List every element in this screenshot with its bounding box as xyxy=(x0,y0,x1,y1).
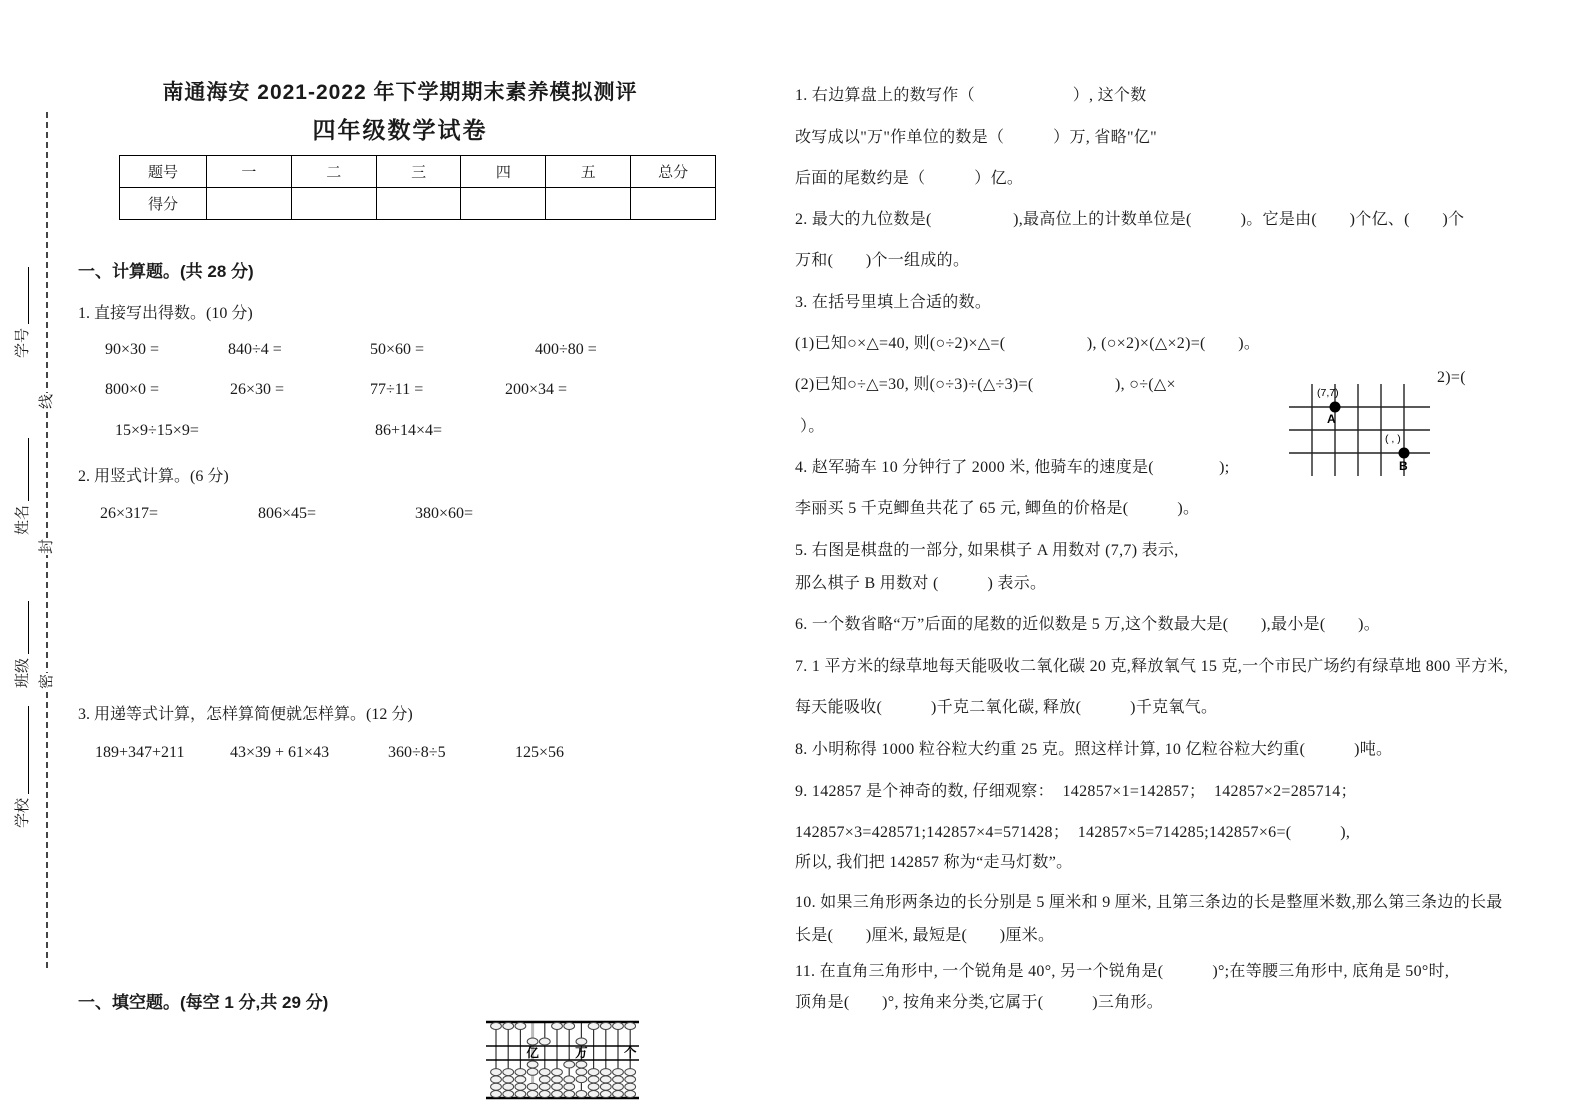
score-row-label: 得分 xyxy=(120,188,207,220)
score-table xyxy=(119,155,716,220)
calc-item: 800×0 = xyxy=(105,381,160,398)
score-header-cell: 二 xyxy=(291,156,376,188)
calc-item: 43×39 + 61×43 xyxy=(230,744,330,761)
school-field xyxy=(12,706,32,828)
calc-item: 26×30 = xyxy=(230,381,285,398)
student-id-label: 学号 xyxy=(15,327,31,358)
fill-blank-line: 6. 一个数省略“万”后面的尾数的近似数是 5 万,这个数最大是( ),最小是( )。 xyxy=(795,616,1381,633)
fill-blank-line: ）。 xyxy=(800,418,825,435)
calc-item: 200×34 = xyxy=(505,381,568,398)
score-header-cell: 三 xyxy=(376,156,461,188)
calc-item: 15×9÷15×9= xyxy=(115,422,199,439)
score-cell-empty xyxy=(207,188,292,220)
school-label: 学校 xyxy=(15,797,31,828)
calc-item: 90×30 = xyxy=(105,341,160,358)
fill-blank-line: 9. 142857 是个神奇的数, 仔细观察： 142857×1=142857； 142857×2=285714； xyxy=(795,783,1357,800)
score-table-score-row xyxy=(120,188,716,220)
calc-item: 125×56 xyxy=(515,744,565,761)
section2-heading: 一、填空题。(每空 1 分,共 29 分) xyxy=(78,993,329,1012)
exam-subtitle: 四年级数学试卷 xyxy=(312,117,488,143)
svg-text:(7,7): (7,7) xyxy=(1317,387,1339,399)
score-header-cell: 题号 xyxy=(120,156,207,188)
calc-item: 50×60 = xyxy=(370,341,425,358)
q1-label: 1. 直接写出得数。(10 分) xyxy=(78,305,253,322)
fill-blank-line: 万和( )个一组成的。 xyxy=(795,252,970,269)
score-table-header-row xyxy=(120,156,716,188)
fill-blank-line: 4. 赵军骑车 10 分钟行了 2000 米, 他骑车的速度是( ); xyxy=(795,459,1230,476)
fill-blank-line: 改写成以"万"作单位的数是（ ）万, 省略"亿" xyxy=(795,129,1157,146)
calc-item: 380×60= xyxy=(415,505,474,522)
q2-label: 2. 用竖式计算。(6 分) xyxy=(78,468,229,485)
student-name-label: 姓名 xyxy=(15,504,31,535)
seal-char-mi: 密 xyxy=(39,673,55,689)
score-header-cell: 一 xyxy=(207,156,292,188)
q3-label: 3. 用递等式计算，怎样算简便就怎样算。(12 分) xyxy=(78,706,413,723)
calc-item: 77÷11 = xyxy=(370,381,424,398)
fill-blank-line: 5. 右图是棋盘的一部分, 如果棋子 A 用数对 (7,7) 表示, xyxy=(795,542,1179,559)
wrapped-line-tail: 2)=( xyxy=(1437,369,1466,386)
svg-text:万: 万 xyxy=(575,1046,588,1060)
student-id-underline xyxy=(28,267,29,324)
exam-title: 南通海安 2021-2022 年下学期期末素养模拟测评 xyxy=(162,81,638,104)
fill-blank-line: 后面的尾数约是（ ）亿。 xyxy=(795,170,1024,187)
fill-blank-line: (2)已知○÷△=30, 则(○÷3)÷(△÷3)=( ), ○÷(△× xyxy=(795,376,1176,393)
calc-item: 360÷8÷5 xyxy=(388,744,446,761)
fill-blank-line: 11. 在直角三角形中, 一个锐角是 40°, 另一个锐角是( )°;在等腰三角形中, 底角是 50°时, xyxy=(795,963,1450,980)
svg-text:( , ): ( , ) xyxy=(1385,433,1401,445)
svg-text:亿: 亿 xyxy=(526,1046,539,1060)
student-name-underline xyxy=(28,438,29,501)
fill-blank-line: 长是( )厘米, 最短是( )厘米。 xyxy=(795,927,1055,944)
svg-text:个: 个 xyxy=(623,1046,637,1060)
section1-heading: 一、计算题。(共 28 分) xyxy=(78,262,254,281)
fill-blank-line: 7. 1 平方米的绿草地每天能吸收二氧化碳 20 克,释放氧气 15 克,一个市民广场约有绿草地 800 平方米, xyxy=(795,658,1509,675)
seal-char-xian: 线 xyxy=(39,393,55,409)
calc-item: 400÷80 = xyxy=(535,341,597,358)
fill-blank-line: 3. 在括号里填上合适的数。 xyxy=(795,294,992,311)
fill-blank-line: 李丽买 5 千克鲫鱼共花了 65 元, 鲫鱼的价格是( )。 xyxy=(795,500,1200,517)
calc-item: 840÷4 = xyxy=(228,341,282,358)
fill-blank-line: 142857×3=428571;142857×4=571428； 142857×5=714285;142857×6=( ), xyxy=(795,824,1351,841)
score-header-cell: 五 xyxy=(546,156,631,188)
score-cell-empty xyxy=(631,188,716,220)
fill-blank-line: 2. 最大的九位数是( ),最高位上的计数单位是( )。它是由( )个亿、( )个 xyxy=(795,211,1465,228)
calc-item: 189+347+211 xyxy=(95,744,185,761)
abacus-figure xyxy=(484,1010,642,1102)
fill-blank-line: 1. 右边算盘上的数写作（ ）, 这个数 xyxy=(795,87,1147,104)
score-header-cell: 总分 xyxy=(631,156,716,188)
svg-text:A: A xyxy=(1327,412,1336,426)
chessboard-grid-figure xyxy=(1286,376,1434,480)
calc-item: 86+14×4= xyxy=(375,422,443,439)
score-cell-empty xyxy=(291,188,376,220)
fill-blank-line: (1)已知○×△=40, 则(○÷2)×△=( ), (○×2)×(△×2)=( )。 xyxy=(795,335,1261,352)
fill-blank-line: 10. 如果三角形两条边的长分别是 5 厘米和 9 厘米, 且第三条边的长是整厘米数,那么第三条边的长最 xyxy=(795,894,1503,911)
fill-blank-line: 那么棋子 B 用数对 ( ) 表示。 xyxy=(795,575,1047,592)
school-underline xyxy=(28,706,29,794)
fill-blank-line: 每天能吸收( )千克二氧化碳, 释放( )千克氧气。 xyxy=(795,699,1218,716)
svg-text:B: B xyxy=(1399,459,1408,473)
class-underline xyxy=(28,601,29,654)
student-name-field xyxy=(12,438,32,535)
fill-blank-line: 8. 小明称得 1000 粒谷粒大约重 25 克。照这样计算, 10 亿粒谷粒大约重( )吨。 xyxy=(795,741,1393,758)
score-cell-empty xyxy=(376,188,461,220)
score-cell-empty xyxy=(461,188,546,220)
seal-char-feng: 封 xyxy=(39,538,55,554)
calc-item: 26×317= xyxy=(100,505,159,522)
fill-blank-line: 所以, 我们把 142857 称为“走马灯数”。 xyxy=(795,854,1073,871)
class-field xyxy=(12,601,32,688)
score-header-cell: 四 xyxy=(461,156,546,188)
calc-item: 806×45= xyxy=(258,505,317,522)
student-id-field xyxy=(12,267,32,358)
class-label: 班级 xyxy=(15,657,31,688)
fill-blank-line: 顶角是( )°, 按角来分类,它属于( )三角形。 xyxy=(795,994,1164,1011)
score-cell-empty xyxy=(546,188,631,220)
